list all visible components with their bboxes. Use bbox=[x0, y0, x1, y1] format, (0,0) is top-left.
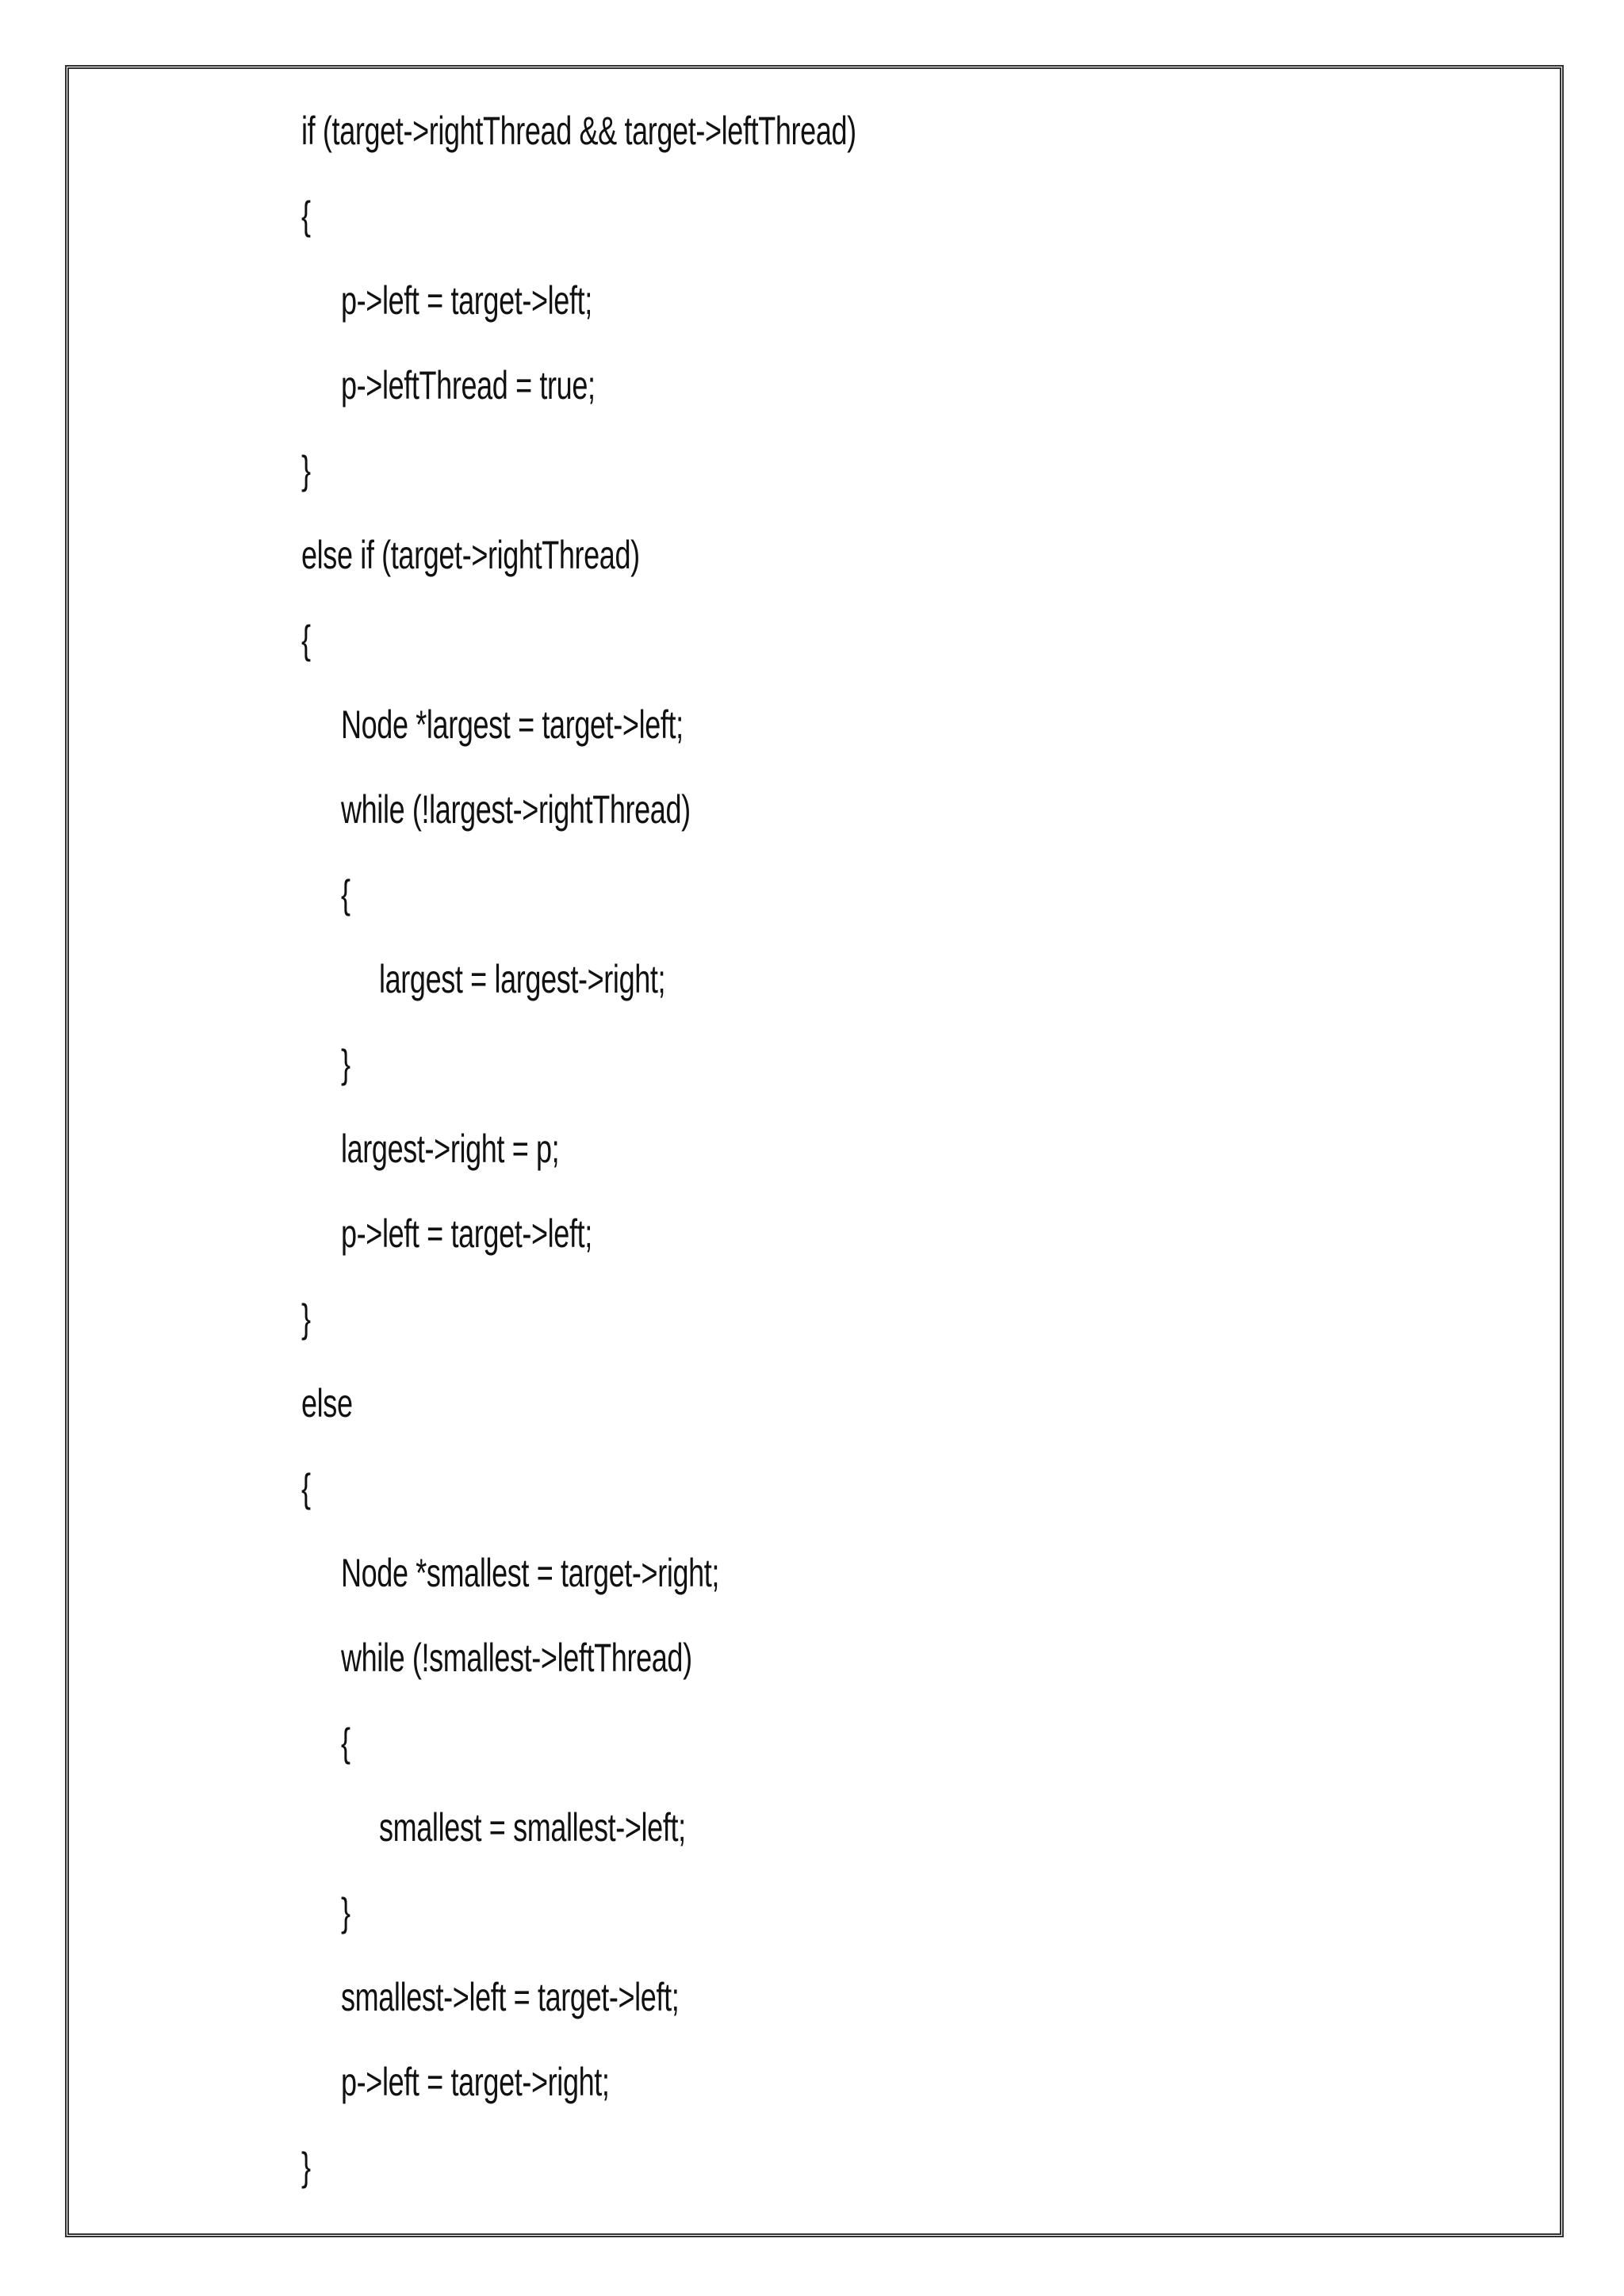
code-line-15: } bbox=[301, 1296, 311, 1341]
code-line-2: { bbox=[301, 193, 311, 238]
code-line-12: } bbox=[341, 1042, 350, 1086]
code-line-17: { bbox=[301, 1466, 311, 1510]
code-line-22: } bbox=[341, 1890, 350, 1934]
code-line-9: while (!largest->rightThread) bbox=[341, 787, 691, 832]
code-line-11: largest = largest->right; bbox=[379, 957, 666, 1001]
code-line-20: { bbox=[341, 1720, 350, 1765]
code-line-24: p->left = target->right; bbox=[341, 2060, 610, 2104]
code-line-6: else if (target->rightThread) bbox=[301, 533, 640, 577]
code-line-25: } bbox=[301, 2145, 311, 2189]
code-line-5: } bbox=[301, 448, 311, 492]
code-line-21: smallest = smallest->left; bbox=[379, 1805, 686, 1850]
code-line-16: else bbox=[301, 1381, 353, 1425]
code-line-18: Node *smallest = target->right; bbox=[341, 1551, 720, 1595]
code-line-3: p->left = target->left; bbox=[341, 278, 592, 323]
code-line-23: smallest->left = target->left; bbox=[341, 1975, 680, 2019]
code-line-19: while (!smallest->leftThread) bbox=[341, 1636, 692, 1680]
code-line-13: largest->right = p; bbox=[341, 1127, 560, 1171]
code-line-10: { bbox=[341, 872, 350, 916]
code-line-4: p->leftThread = true; bbox=[341, 363, 596, 408]
code-line-1: if (target->rightThread && target->leftThread) bbox=[301, 109, 856, 153]
code-line-8: Node *largest = target->left; bbox=[341, 702, 684, 747]
code-line-7: { bbox=[301, 618, 311, 662]
code-line-14: p->left = target->left; bbox=[341, 1211, 592, 1256]
